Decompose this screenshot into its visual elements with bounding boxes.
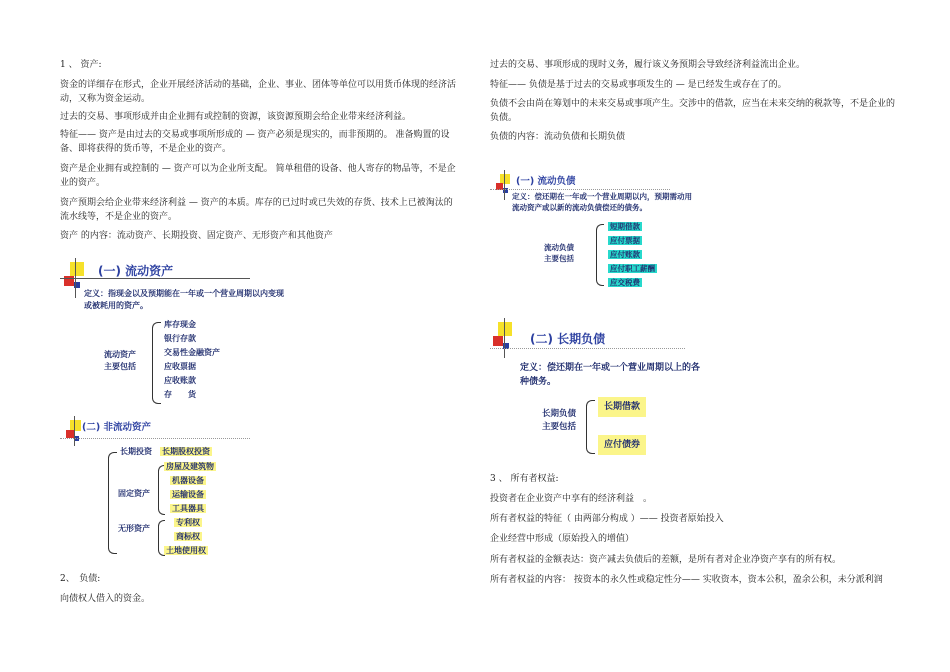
current-assets-item: 应收票据 <box>164 362 196 371</box>
equity-paragraph-4: 所有者权益的金额表达：资产减去负债后的差额，是所有者对企业净资产享有的所有权。 <box>490 555 842 565</box>
current-assets-item: 存 货 <box>164 390 196 399</box>
long-liabilities-group-label: 长期负债 主要包括 <box>542 409 577 432</box>
current-liability-item: 应付票据 <box>610 236 640 245</box>
current-liability-item: 短期借款 <box>610 222 640 231</box>
assets-paragraph-4: 资产是企业拥有或控制的 — 资产可以为企业所支配。 简单租借的设备、他人寄存的物品等，不是企业的资产。 <box>60 164 456 188</box>
noncurrent-assets-title: (二) 非流动资产 <box>82 422 151 433</box>
equity-paragraph-2: 所有者权益的特征（ 由两部分构成 ）—— 投资者原始投入 <box>490 514 724 524</box>
fixed-assets-label: 固定资产 <box>118 489 150 498</box>
current-assets-item: 库存现金 <box>164 320 196 329</box>
liabilities-paragraph-5: 负债的内容：流动负债和长期负债 <box>490 132 626 142</box>
current-assets-group-label: 流动资产 主要包括 <box>104 350 136 371</box>
long-liabilities-brace <box>586 400 595 454</box>
current-liabilities-definition: 定义：偿还期在一年或一个营业周期以内，预期需动用流动资产或以新的流动负债偿还的债务。 <box>512 192 692 212</box>
current-liabilities-brace <box>596 224 604 286</box>
fixed-asset-item: 房屋及建筑物 <box>166 462 214 471</box>
assets-paragraph-2: 过去的交易、事项形成并由企业拥有或控制的资源，该资源预期会给企业带来经济利益。 <box>60 112 412 122</box>
current-liability-item: 应付账款 <box>610 250 640 259</box>
section-liabilities-heading: 2、 负债: <box>60 574 101 584</box>
long-invest-label: 长期投资 <box>120 447 152 456</box>
fixed-asset-item: 机器设备 <box>172 476 204 485</box>
current-assets-definition: 定义：指现金以及预期能在一年或一个营业周期以内变现或被耗用的资产。 <box>84 289 284 310</box>
liabilities-paragraph-1: 向债权人借入的资金。 <box>60 594 151 604</box>
equity-paragraph-3: 企业经营中形成（原始投入的增值） <box>490 534 635 544</box>
current-assets-item: 交易性金融资产 <box>164 348 220 357</box>
current-liabilities-group-label: 流动负债 主要包括 <box>544 243 574 263</box>
intangible-assets-label: 无形资产 <box>118 524 150 533</box>
current-liability-item: 应付职工薪酬 <box>610 264 655 273</box>
assets-paragraph-3: 特征—— 资产是由过去的交易或事项所形成的 — 资产必须是现实的，而非预期的。 准备购置的设备、即将获得的货币等，不是企业的资产。 <box>60 130 450 154</box>
liabilities-paragraph-2: 过去的交易、事项形成的现时义务，履行该义务预期会导致经济利益流出企业。 <box>490 60 806 70</box>
intangible-asset-item: 专利权 <box>176 518 200 527</box>
long-liability-item: 应付债券 <box>598 435 646 455</box>
section-equity-heading: 3 、 所有者权益: <box>490 474 559 484</box>
fixed-asset-item: 运输设备 <box>172 490 204 499</box>
assets-paragraph-5: 资产预期会给企业带来经济利益 — 资产的本质。库存的已过时或已失效的存货、技术上已被淘汰的流水线等，不是企业的资产。 <box>60 198 453 222</box>
decor-red-square <box>493 336 503 346</box>
noncurrent-assets-brace <box>108 452 117 554</box>
equity-paragraph-1: 投资者在企业资产中享有的经济利益 。 <box>490 494 653 504</box>
decor-red-square <box>66 430 74 438</box>
liabilities-paragraph-3: 特征—— 负债是基于过去的交易或事项发生的 — 是已经发生或存在了的。 <box>490 80 787 90</box>
current-assets-item: 应收账款 <box>164 376 196 385</box>
fixed-asset-item: 工具器具 <box>172 504 204 513</box>
assets-paragraph-6: 资产 的内容：流动资产、长期投资、固定资产、无形资产和其他资产 <box>60 231 333 241</box>
current-liability-item: 应交税费 <box>610 278 640 287</box>
assets-paragraph-1: 资金的详细存在形式，企业开展经济活动的基础，企业、事业、团体等单位可以用货币体现的经济活动，又称为资金运动。 <box>60 80 457 104</box>
long-liabilities-title: (二) 长期负债 <box>530 332 606 346</box>
equity-paragraph-5: 所有者权益的内容： 按资本的永久性或稳定性分—— 实收资本，资本公积，盈余公积，未分派利润 <box>490 575 883 585</box>
intangible-asset-item: 商标权 <box>176 532 200 541</box>
long-invest-item: 长期股权投资 <box>162 447 210 456</box>
decor-yellow-square <box>498 322 512 336</box>
current-assets-title: (一) 流动资产 <box>98 264 174 278</box>
section-assets-heading: 1 、 资产: <box>60 60 102 70</box>
long-liability-item: 长期借款 <box>598 397 646 417</box>
long-liabilities-definition: 定义：偿还期在一年或一个营业周期以上的各种债务。 <box>520 363 701 387</box>
intangible-asset-item: 土地使用权 <box>166 546 206 555</box>
liabilities-paragraph-4: 负债不会由尚在筹划中的未来交易或事项产生。交涉中的借款，应当在未来交纳的税款等，不是企业的负债。 <box>490 99 896 123</box>
current-assets-brace <box>152 322 161 404</box>
current-liabilities-title: (一) 流动负债 <box>516 176 576 187</box>
decor-yellow-square <box>70 262 84 276</box>
current-assets-item: 银行存款 <box>164 334 196 343</box>
